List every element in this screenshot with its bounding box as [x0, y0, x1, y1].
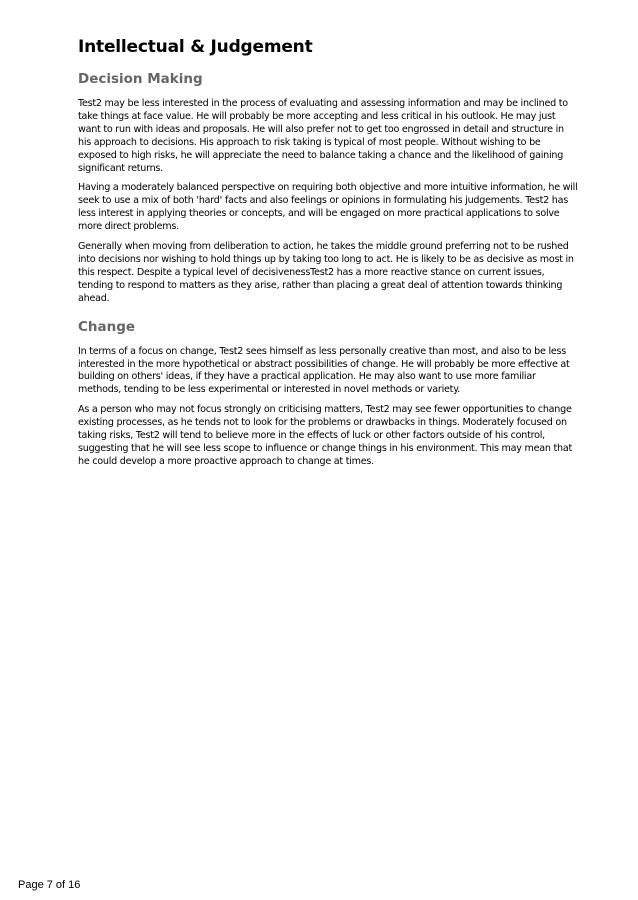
- section-decision-making: [78, 70, 578, 306]
- section-heading-decision-making: Decision Making: [78, 71, 203, 87]
- section-heading-change: Change: [78, 318, 136, 335]
- section-change: [78, 318, 578, 469]
- paragraph: As a person who may not focus strongly on criticising matters, Test2 may see fewer opportunities to change existing processes, as he tends not to look for the problems or drawbacks in things. Moderately focused on taking risks, Test2 will tend to believe more in the effects of luck or other factors outside of his control, suggesting that he will see less scope to influence or change things in his environment. This may mean that he could develop a more proactive approach to change at times.: [78, 404, 573, 467]
- paragraph: In terms of a focus on change, Test2 sees himself as less personally creative than most, and also to be less interested in the more hypothetical or abstract possibilities of change. He will probably be more effective at building on others' ideas, if they have a practical application. He may also want to use more familiar methods, tending to be less experimental or interested in novel methods or variety.: [78, 345, 570, 396]
- page-number: Page 7 of 16: [18, 879, 81, 891]
- paragraph: Test2 may be less interested in the process of evaluating and assessing information and may be inclined to take things at face value. He will probably be more accepting and less critical in his outlook. He may just want to run with ideas and proposals. He will also prefer not to get too engrossed in detail and structure in his approach to decisions. His approach to risk taking is typical of most people. Without wishing to be exposed to high risks, he will appreciate the need to balance taking a chance and the likelihood of gaining significant returns.: [78, 98, 568, 174]
- paragraph: Generally when moving from deliberation to action, he takes the middle ground preferring not to be rushed into decisions nor wishing to hold things up by taking too long to act. He is likely to be as decisive as most in this respect. Despite a typical level of decisivenessTest2 has a more reactive stance on current issues, tending to respond to matters as they arise, rather than placing a great deal of attention towards thinking ahead.: [78, 241, 574, 304]
- report-content: [78, 36, 578, 476]
- page-title: Intellectual & Judgement: [78, 37, 313, 57]
- paragraph: Having a moderately balanced perspective on requiring both objective and more intuitive information, he will seek to use a mix of both 'hard' facts and also feelings or opinions in formulating his judgements. Test2 has less interest in applying theories or concepts, and will be engaged on more practical applications to solve more direct problems.: [78, 182, 578, 233]
